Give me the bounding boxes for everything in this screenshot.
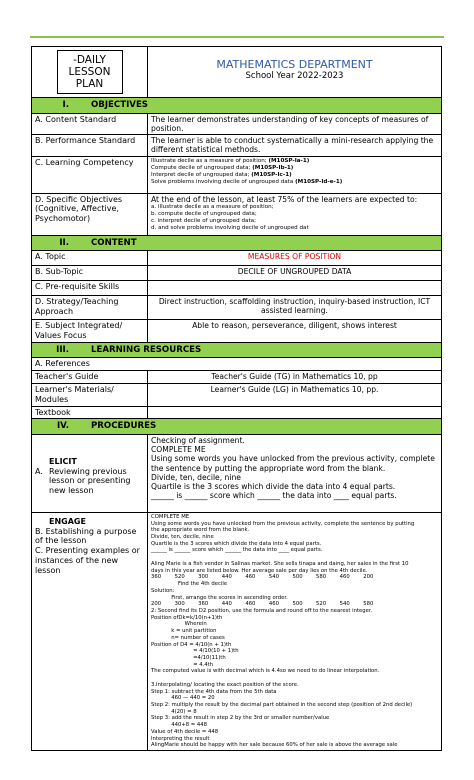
objective-item: a. illustrate decile as a measure of position; xyxy=(151,203,274,210)
textbook-label: Textbook xyxy=(32,406,148,419)
objective-item: d. and solve problems involving decile of ungrouped dat xyxy=(151,224,309,231)
elicit-line: ______ is ______ score which ______ the data into ____ equal parts. xyxy=(151,491,397,501)
engage-purpose: B. Establishing a purpose of the lesson xyxy=(35,526,137,546)
engage-line: 360 520 300 440 460 540 500 580 460 200 xyxy=(151,574,374,581)
engage-line: Interpreting the result xyxy=(151,735,210,742)
engage-line: the appropriate word from the blank. xyxy=(151,527,250,534)
teachers-guide-value: Teacher's Guide (TG) in Mathematics 10, pp xyxy=(148,371,442,384)
engage-line: First, arrange the scores in ascending order. xyxy=(151,594,288,601)
department-header xyxy=(148,47,442,98)
engage-line: Value of 4th decile = 448 xyxy=(151,728,219,735)
elicit-description: Reviewing previous lesson or presenting new lesson xyxy=(49,466,131,496)
learning-competency-label: C. Learning Competency xyxy=(32,156,148,193)
lesson-plan-table xyxy=(31,46,442,751)
content-standard-value: The learner demonstrates understanding of key concepts of measures of position. xyxy=(148,113,442,135)
objective-item: b. compute decile of ungrouped data; xyxy=(151,210,257,217)
engage-line: Wherein xyxy=(151,621,207,628)
prerequisite-value xyxy=(148,281,442,296)
elicit-line: Quartile is the 3 scores which divide the data into 4 equal parts. xyxy=(151,482,396,492)
elicit-line: Checking of assignment. xyxy=(151,435,245,445)
section-title: LEARNING RESOURCES xyxy=(91,344,202,355)
top-divider-line xyxy=(30,36,444,38)
subject-integrated-value: Able to reason, perseverance, diligent, shows interest xyxy=(148,320,442,343)
competency-item: Solve problems involving decile of ungrouped data (M10SP-Id-e-1) xyxy=(151,178,343,185)
engage-line: n= number of cases xyxy=(151,634,225,641)
engage-line: Aling Marie is a fish vendor in Salinas market. She sells tinapa and daing, her sales in the first 10 xyxy=(151,560,409,567)
references-label: A. References xyxy=(32,358,442,371)
school-year: School Year 2022-2023 xyxy=(245,71,344,82)
engage-line: Step 3: add the result in step 2 by the 3rd or smaller number/value xyxy=(151,715,330,722)
section-title: PROCEDURES xyxy=(91,421,157,432)
engage-label-cell xyxy=(32,512,148,750)
textbook-value xyxy=(148,406,442,419)
plan-title-cell xyxy=(32,47,148,98)
engage-line: = 4/10(10 + 1)th xyxy=(151,648,239,655)
section-content: II. CONTENT xyxy=(32,235,442,250)
engage-line: 460 — 440 = 20 xyxy=(151,695,215,702)
engage-line: days in this year are listed below. Her average sale per day lies on the 4th decile. xyxy=(151,567,368,574)
engage-line: Using some words you have unlocked from the previous activity, complete the sentence by putting xyxy=(151,520,415,527)
elicit-line: Divide, ten, decile, nine xyxy=(151,472,241,482)
elicit-content xyxy=(148,434,442,512)
engage-line: Position of D4 = 4/10(n + 1)th xyxy=(151,641,232,648)
subtopic-label: B. Sub-Topic xyxy=(32,266,148,281)
engage-content xyxy=(148,512,442,750)
engage-line: AlingMarie should be happy with her sale because 60% of her sale is above the average sale xyxy=(151,742,398,749)
elicit-label-cell: ELICIT A. Reviewing previous lesson or presenting new lesson xyxy=(32,434,148,512)
performance-standard-value: The learner is able to conduct systematically a mini-research applying the different statistical methods. xyxy=(148,135,442,157)
engage-line: COMPLETE ME xyxy=(151,513,190,520)
learning-competency-list xyxy=(148,156,442,193)
specific-objectives-intro: At the end of the lesson, at least 75% of the learners are expected to: xyxy=(151,194,418,204)
section-title: OBJECTIVES xyxy=(91,100,149,111)
engage-line: k = unit partition xyxy=(151,628,217,635)
elicit-title: ELICIT xyxy=(49,456,77,466)
engage-line: 4(20) = 8 xyxy=(151,708,197,715)
objective-item: c. interpret decile of ungrouped data; xyxy=(151,217,256,224)
engage-line: = 4.4th xyxy=(151,661,214,668)
specific-objectives-cell xyxy=(148,193,442,235)
section-objectives: I. OBJECTIVES xyxy=(32,98,442,113)
performance-standard-label: B. Performance Standard xyxy=(32,135,148,157)
engage-line: Step 2: multiply the result by the decimal part obtained in the second step (position of 2nd decile) xyxy=(151,702,413,708)
engage-line: Step 1: subtract the 4th data from the 5th data xyxy=(151,688,277,695)
specific-objectives-label: D. Specific Objectives (Cognitive, Affective, Psychomotor) xyxy=(32,193,148,235)
engage-line: Quartile is the 3 scores which divide the data into 4 equal parts. xyxy=(151,540,322,547)
subtopic-value: DECILE OF UNGROUPED DATA xyxy=(148,266,442,281)
plan-title: -DAILY LESSON PLAN xyxy=(57,50,123,94)
engage-line xyxy=(151,675,438,682)
elicit-line: COMPLETE ME xyxy=(151,445,206,455)
engage-title: ENGAGE xyxy=(49,516,86,526)
engage-examples: C. Presenting examples or instances of the new lesson xyxy=(35,546,140,575)
learners-materials-value: Learner's Guide (LG) in Mathematics 10, pp. xyxy=(148,384,442,407)
competency-item: Interpret decile of ungrouped data; (M10SP-Ic-1) xyxy=(151,171,292,178)
engage-line: ______ is ______ score which ______ the data into ____ equal parts. xyxy=(151,547,323,554)
topic-value: MEASURES OF POSITION xyxy=(148,251,442,266)
engage-line: Position ofDk=k/10(n+1)th xyxy=(151,614,223,621)
engage-line: Divide, ten, decile, nine xyxy=(151,534,214,541)
elicit-line: Using some words you have unlocked from the previous activity, complete the sentence by putting the appropriate word from the blank. xyxy=(151,454,435,473)
competency-item: Illustrate decile as a measure of position; (M10SP-Ia-1) xyxy=(151,157,310,164)
prerequisite-label: C. Pre-requisite Skills xyxy=(32,281,148,296)
engage-line: =4/10(11)th xyxy=(151,654,226,661)
engage-line: 440+8 = 448 xyxy=(151,722,208,729)
engage-line: 2: Second find its D2 position, use the formula and round off to the nearest integer. xyxy=(151,607,373,614)
engage-line xyxy=(151,554,438,561)
subject-integrated-label: E. Subject Integrated/ Values Focus xyxy=(32,320,148,343)
topic-label: A. Topic xyxy=(32,251,148,266)
engage-line: 3.Interpolating/ locating the exact position of the score. xyxy=(151,681,299,688)
engage-line: Find the 4th decile xyxy=(151,581,228,588)
teachers-guide-label: Teacher's Guide xyxy=(32,371,148,384)
engage-line: 200 300 360 440 460 460 500 520 540 580 xyxy=(151,601,374,608)
section-procedures: IV. PROCEDURES xyxy=(32,419,442,434)
section-title: CONTENT xyxy=(91,237,137,248)
learners-materials-label: Learner's Materials/ Modules xyxy=(32,384,148,407)
engage-line: Solution: xyxy=(151,587,175,594)
section-learning-resources: III. LEARNING RESOURCES xyxy=(32,342,442,357)
content-standard-label: A. Content Standard xyxy=(32,113,148,135)
department-title: MATHEMATICS DEPARTMENT xyxy=(216,58,373,71)
engage-line: The computed value is with decimal which is 4.4so we need to do linear interpolation. xyxy=(151,668,380,675)
competency-item: Compute decile of ungrouped data; (M10SP-Ib-1) xyxy=(151,164,294,171)
strategy-value: Direct instruction, scaffolding instruction, inquiry-based instruction, ICT assisted learning. xyxy=(148,296,442,320)
strategy-label: D. Strategy/Teaching Approach xyxy=(32,296,148,320)
